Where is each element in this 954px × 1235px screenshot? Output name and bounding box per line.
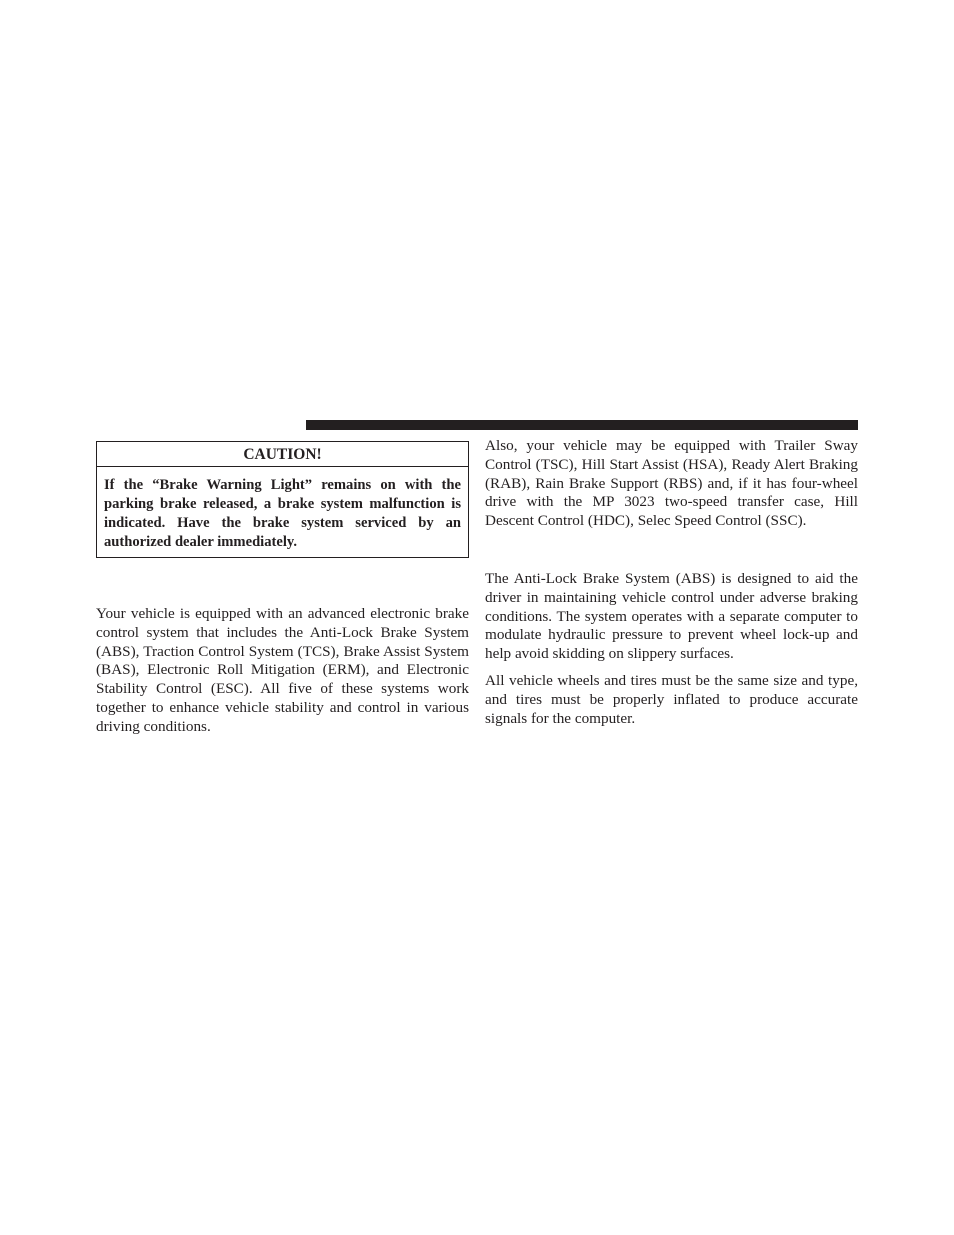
section-header-rule: [306, 420, 858, 430]
optional-systems-paragraph: Also, your vehicle may be equipped with Trailer Sway Control (TSC), Hill Start Assist (HSA), Ready Alert Braking (RAB), Rain Brake Support (RBS) and, if it has four-wheel drive with the MP 3023 two-speed transfer case, Hill Descent Control (HDC), Selec Speed Control (SSC).: [485, 437, 858, 530]
caution-box: [96, 441, 469, 558]
caution-text: If the “Brake Warning Light” remains on with the parking brake released, a brake system malfunction is indicated. Have the brake system serviced by an authorized dealer immediately.: [104, 477, 461, 550]
electronic-brake-control-paragraph: Your vehicle is equipped with an advanced electronic brake control system that includes the Anti-Lock Brake System (ABS), Traction Control System (TCS), Brake Assist System (BAS), Electronic Roll Mitigation (ERM), and Electronic Stability Control (ESC). All five of these systems work together to enhance vehicle stability and control in various driving conditions.: [96, 605, 469, 735]
wheels-tires-paragraph: All vehicle wheels and tires must be the same size and type, and tires must be properly inflated to produce accurate signals for the computer.: [485, 671, 858, 727]
abs-description-paragraph: The Anti-Lock Brake System (ABS) is designed to aid the driver in maintaining vehicle control under adverse braking conditions. The system operates with a separate computer to modulate hydraulic pressure to prevent wheel lock-up and help avoid skidding on slippery surfaces.: [485, 569, 858, 663]
caution-title: CAUTION!: [97, 442, 468, 467]
right-column: [485, 437, 858, 728]
left-column: [96, 441, 469, 737]
